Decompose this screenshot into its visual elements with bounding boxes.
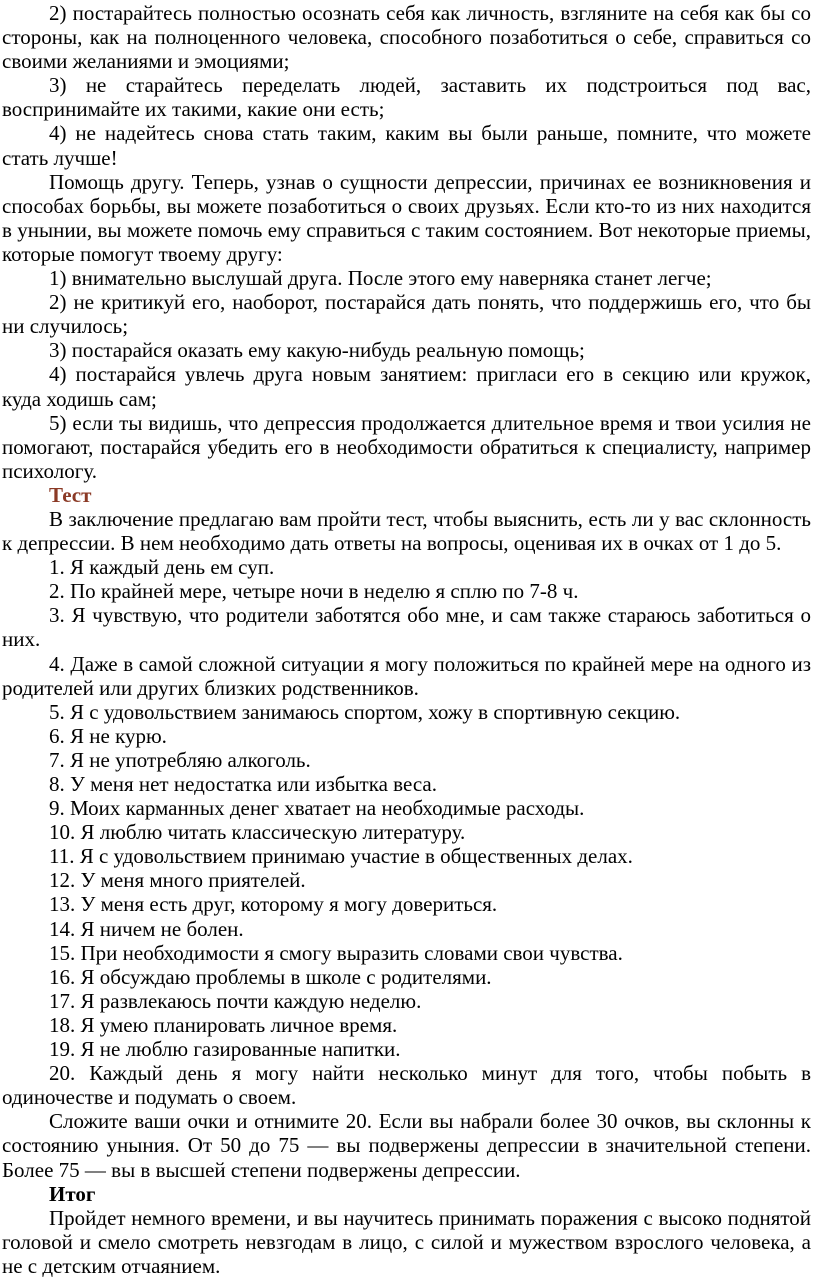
paragraph: 7. Я не употребляю алкоголь. [49,747,311,772]
paragraph: 3) постарайся оказать ему какую-нибудь реальную помощь; [49,338,585,363]
paragraph: 12. У меня много приятелей. [49,868,306,893]
paragraph: 19. Я не люблю газированные напитки. [49,1037,401,1062]
document-body [2,1,811,1278]
section-heading: Итог [49,1181,96,1206]
paragraph: 4) постарайся увлечь друга новым занятием: пригласи его в секцию или кружок, куда ходишь сам; [2,362,811,411]
paragraph: Помощь другу. Теперь, узнав о сущности депрессии, причинах ее возникновения и способах борьбы, вы можете позаботиться о своих друзьях. Если кто-то из них находится в унынии, вы можете помочь ему справиться с таким состоянием. Вот некоторые приемы, которые помогут твоему другу: [2,169,811,266]
paragraph: 4. Даже в самой сложной ситуации я могу положиться по крайней мере на одного из родителей или других близких родственников. [2,651,811,700]
paragraph: 4) не надейтесь снова стать таким, каким вы были раньше, помните, что можете стать лучше! [2,121,811,170]
paragraph: 17. Я развлекаюсь почти каждую неделю. [49,988,422,1013]
paragraph: 16. Я обсуждаю проблемы в школе с родителями. [49,964,492,989]
paragraph: 13. У меня есть друг, которому я могу довериться. [49,892,498,917]
section-heading: Тест [49,482,92,507]
paragraph: 10. Я люблю читать классическую литературу. [49,820,466,845]
paragraph: 18. Я умею планировать личное время. [49,1012,398,1037]
paragraph: 11. Я с удовольствием принимаю участие в общественных делах. [49,844,633,869]
paragraph: Сложите ваши очки и отнимите 20. Если вы набрали более 30 очков, вы склонны к состоянию уныния. От 50 до 75 — вы подвержены депрессии в значительной степени. Более 75 — вы в высшей степени подвержены депрессии. [2,1109,811,1182]
paragraph: 15. При необходимости я смогу выразить словами свои чувства. [49,940,623,965]
paragraph: 1) внимательно выслушай друга. После этого ему наверняка станет легче; [49,266,712,291]
paragraph: 9. Моих карманных денег хватает на необходимые расходы. [49,796,585,821]
paragraph: 2) постарайтесь полностью осознать себя как личность, взгляните на себя как бы со стороны, как на полноценного человека, способного позаботиться о себе, справиться со своими желаниями и эмоциями; [2,1,811,74]
paragraph: 6. Я не курю. [49,723,167,748]
paragraph: 2) не критикуй его, наоборот, постарайся дать понять, что поддержишь его, что бы ни случилось; [2,290,811,339]
paragraph: 14. Я ничем не болен. [49,916,244,941]
paragraph: 1. Я каждый день ем суп. [49,555,275,580]
paragraph: Пройдет немного времени, и вы научитесь принимать поражения с высоко поднятой головой и смело смотреть невзгодам в лицо, с силой и мужеством взрослого человека, а не с детским отчаянием. [2,1205,811,1278]
paragraph: 8. У меня нет недостатка или избытка веса. [49,772,437,796]
paragraph: 3. Я чувствую, что родители заботятся обо мне, и сам также стараюсь заботиться о них. [2,603,811,652]
paragraph: 2. По крайней мере, четыре ночи в неделю я сплю по 7-8 ч. [49,579,579,604]
paragraph: В заключение предлагаю вам пройти тест, чтобы выяснить, есть ли у вас склонность к депрессии. В нем необходимо дать ответы на вопросы, оценивая их в очках от 1 до 5. [2,506,811,556]
paragraph: 5) если ты видишь, что депрессия продолжается длительное время и твои усилия не помогают, постарайся убедить его в необходимости обратиться к специалисту, например психологу. [2,410,811,483]
paragraph: 20. Каждый день я могу найти несколько минут для того, чтобы побыть в одиночестве и подумать о своем. [2,1061,811,1110]
paragraph: 5. Я с удовольствием занимаюсь спортом, хожу в спортивную секцию. [49,699,681,724]
paragraph: 3) не старайтесь переделать людей, заставить их подстроиться под вас, воспринимайте их такими, какие они есть; [2,73,811,122]
